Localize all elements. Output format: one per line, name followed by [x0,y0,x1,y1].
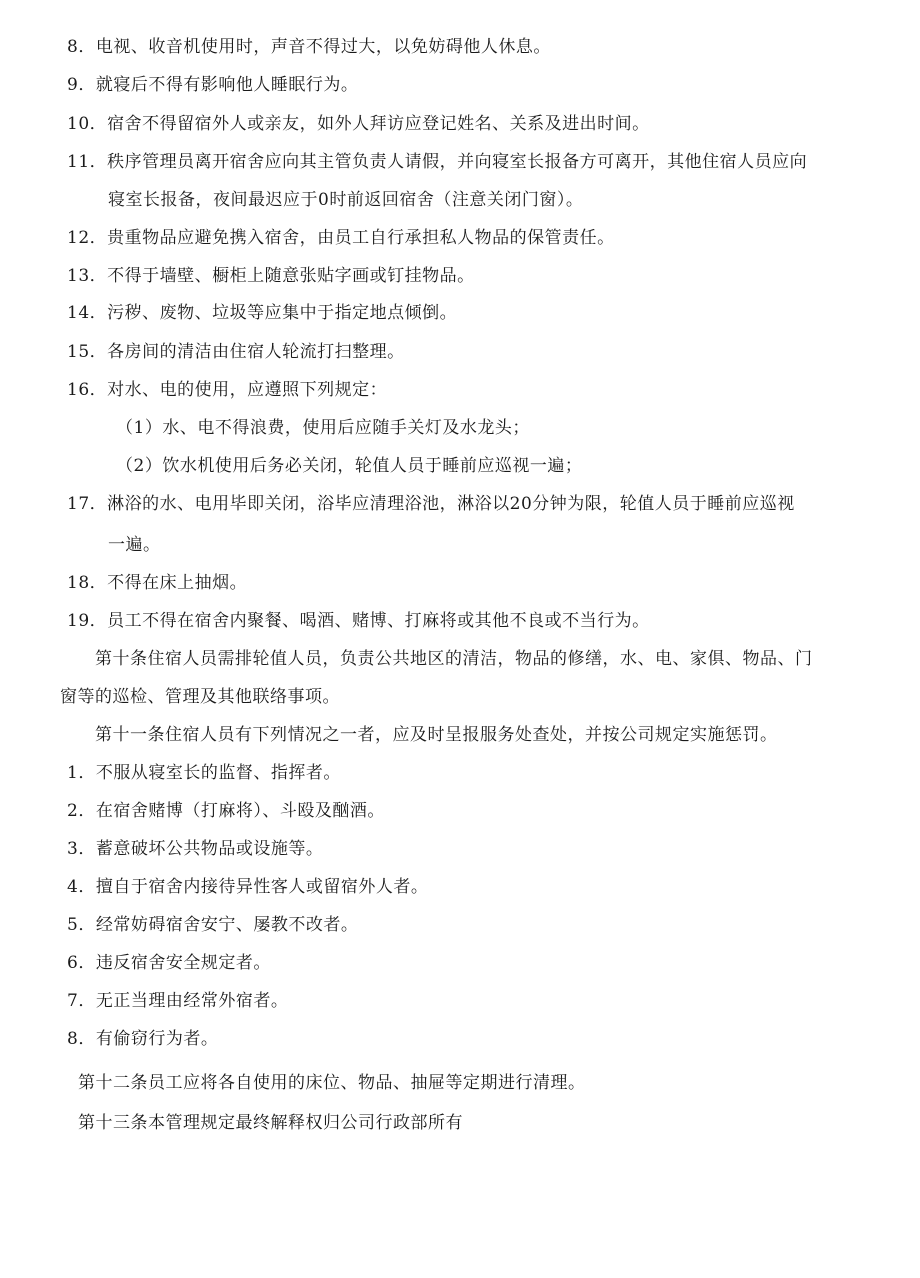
rule-8: 8．电视、收音机使用时，声音不得过大，以免妨碍他人休息。 [67,37,551,57]
article-11-item-1: 1．不服从寝室长的监督、指挥者。 [67,763,341,783]
rule-9: 9．就寝后不得有影响他人睡眠行为。 [67,75,359,95]
rule-11: 11．秩序管理员离开宿舍应向其主管负责人请假，并向寝室长报备方可离开，其他住宿人员应向 [67,152,808,172]
rule-12: 12．贵重物品应避免携入宿舍，由员工自行承担私人物品的保管责任。 [67,228,615,248]
rule-18: 18．不得在床上抽烟。 [67,573,248,593]
article-11-intro: 第十一条住宿人员有下列情况之一者，应及时呈报服务处查处，并按公司规定实施惩罚。 [95,725,778,745]
rule-10: 10．宿舍不得留宿外人或亲友，如外人拜访应登记姓名、关系及进出时间。 [67,114,650,134]
article-11-item-4: 4．擅自于宿舍内接待异性客人或留宿外人者。 [67,877,429,897]
rule-14: 14．污秽、废物、垃圾等应集中于指定地点倾倒。 [67,303,458,323]
article-11-item-3: 3．蓄意破坏公共物品或设施等。 [67,839,324,859]
rule-17-continued: 一遍。 [108,535,161,555]
article-12: 第十二条员工应将各自使用的床位、物品、抽屉等定期进行清理。 [78,1073,586,1093]
rule-16: 16．对水、电的使用，应遵照下列规定： [67,380,388,400]
article-11-item-8: 8．有偷窃行为者。 [67,1029,219,1049]
rule-13: 13．不得于墙壁、橱柜上随意张贴字画或钉挂物品。 [67,266,475,286]
rule-16-sub-1: （1）水、电不得浪费，使用后应随手关灯及水龙头； [116,418,530,438]
rule-15: 15．各房间的清洁由住宿人轮流打扫整理。 [67,342,405,362]
article-11-item-2: 2．在宿舍赌博（打麻将）、斗殴及酗酒。 [67,801,385,821]
article-13: 第十三条本管理规定最终解释权归公司行政部所有 [78,1113,463,1133]
article-10-line-2: 窗等的巡检、管理及其他联络事项。 [60,687,340,707]
rule-11-continued: 寝室长报备，夜间最迟应于0时前返回宿舍（注意关闭门窗）。 [108,190,584,210]
rule-17: 17．淋浴的水、电用毕即关闭，浴毕应清理浴池，淋浴以20分钟为限，轮值人员于睡前应巡视 [67,494,795,514]
article-11-item-6: 6．违反宿舍安全规定者。 [67,953,271,973]
rule-19: 19．员工不得在宿舍内聚餐、喝酒、赌博、打麻将或其他不良或不当行为。 [67,611,650,631]
article-10-line-1: 第十条住宿人员需排轮值人员，负责公共地区的清洁，物品的修缮，水、电、家俱、物品、门 [95,649,813,669]
rule-16-sub-2: （2）饮水机使用后务必关闭，轮值人员于睡前应巡视一遍； [116,456,583,476]
article-11-item-5: 5．经常妨碍宿舍安宁、屡教不改者。 [67,915,359,935]
article-11-item-7: 7．无正当理由经常外宿者。 [67,991,289,1011]
